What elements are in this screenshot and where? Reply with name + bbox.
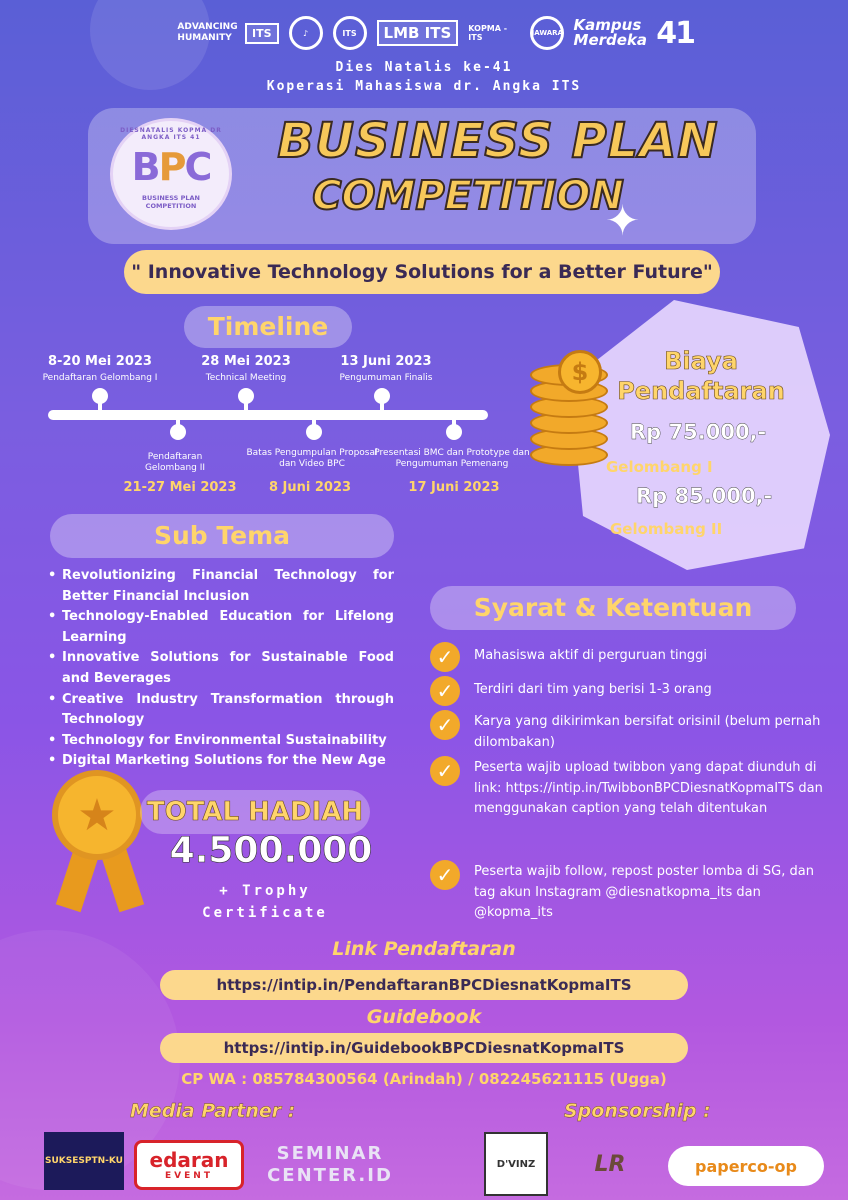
media-partner-heading: Media Partner : [130, 1100, 296, 1122]
list-item: • Technology for Environmental Sustainability [48, 731, 394, 752]
partner-ring-logo: ♪ [289, 16, 323, 50]
subtema-list [48, 566, 394, 772]
dies-line1: Dies Natalis ke-41 [335, 60, 513, 75]
prize-extras: + Trophy Certificate [202, 883, 328, 921]
list-item: • Technology-Enabled Education for Lifelong Learning [48, 607, 394, 648]
its-anniversary-logo: ITS [333, 16, 367, 50]
syarat-text: Terdiri dari tim yang berisi 1-3 orang [474, 682, 712, 697]
list-item: • Revolutionizing Financial Technology for Better Financial Inclusion [48, 566, 394, 607]
dies-natalis-heading [0, 58, 848, 96]
dollar-coin-icon: $ [558, 350, 602, 394]
syarat-item [430, 860, 830, 924]
syarat-item [430, 710, 830, 753]
timeline-marker [238, 388, 254, 418]
dies-41-logo: 41 [656, 15, 695, 51]
timeline-date: 13 Juni 2023 [340, 354, 432, 369]
advancing-humanity-logo: ADVANCING HUMANITY [177, 22, 238, 43]
kopma-its-logo: KOPMA - ITS [468, 24, 508, 42]
subtema-heading: Sub Tema [50, 514, 394, 558]
timeline-desc: Pendaftaran Gelombang II [144, 452, 206, 473]
check-icon: ✓ [430, 860, 460, 890]
total-prize-heading: TOTAL HADIAH [140, 790, 370, 834]
list-item: • Creative Industry Transformation through Technology [48, 690, 394, 731]
timeline-heading: Timeline [184, 306, 352, 348]
contact-person: CP WA : 085784300564 (Arindah) / 082245621115 (Ugga) [181, 1070, 667, 1088]
its-logo: ITS [245, 23, 279, 44]
registration-link-heading: Link Pendaftaran [332, 938, 516, 960]
total-prize-value: 4.500.000 [169, 830, 373, 871]
timeline-date: 28 Mei 2023 [201, 354, 291, 369]
guidebook-heading: Guidebook [366, 1006, 482, 1028]
syarat-text: Karya yang dikirimkan bersifat orisinil (belum pernah dilombakan) [474, 714, 821, 750]
timeline-date: 8 Juni 2023 [268, 480, 352, 495]
badge-caption: BUSINESS PLAN COMPETITION [142, 194, 200, 210]
dvinz-logo: D'VINZ [484, 1132, 548, 1196]
timeline-date: 21-27 Mei 2023 [123, 480, 237, 495]
list-item: • Digital Marketing Solutions for the New Age [48, 751, 394, 772]
page-title [248, 112, 748, 222]
syarat-text: Peserta wajib follow, repost poster lomba di SG, dan tag akun Instagram @diesnatkopma_its dan @kopma_its [474, 864, 814, 921]
header-logos [177, 8, 840, 58]
guidebook-link[interactable]: https://intip.in/GuidebookBPCDiesnatKopmaITS [160, 1033, 688, 1063]
check-icon: ✓ [430, 642, 460, 672]
fee-wave1-label: Gelombang I [606, 458, 713, 476]
syarat-heading: Syarat & Ketentuan [430, 586, 796, 630]
seminar-center-logo: SEMINAR CENTER.ID [267, 1143, 393, 1186]
registration-link[interactable]: https://intip.in/PendaftaranBPCDiesnatKopmaITS [160, 970, 688, 1000]
sukses-ptn-logo: SUKSESPTN-KU [44, 1132, 124, 1190]
timeline-date: 8-20 Mei 2023 [48, 354, 152, 369]
lmb-its-logo: LMB ITS [377, 20, 459, 46]
sponsorship-heading: Sponsorship : [564, 1100, 711, 1122]
list-item: • Innovative Solutions for Sustainable Food and Beverages [48, 648, 394, 689]
syarat-text: Peserta wajib upload twibbon yang dapat diunduh di link: https://intip.in/TwibbonBPCDiesnatKopmaITS dan menggunakan caption yang telah ditentukan [474, 760, 823, 817]
check-icon: ✓ [430, 710, 460, 740]
fee-wave1-price: Rp 75.000,- [630, 420, 767, 444]
check-icon: ✓ [430, 676, 460, 706]
timeline-marker [92, 388, 108, 418]
dies-line2: Koperasi Mahasiswa dr. Angka ITS [266, 79, 582, 94]
edaran-event-logo: edaran EVENT [134, 1140, 244, 1190]
timeline-line [48, 410, 488, 420]
title-line1: BUSINESS PLAN [277, 113, 719, 169]
paperco-op-logo: paperco-op [668, 1146, 824, 1186]
registration-fee-title: Biaya Pendaftaran [617, 347, 785, 405]
timeline-desc: Technical Meeting [205, 373, 287, 383]
check-icon: ✓ [430, 756, 460, 786]
badge-ring-text: DIESNATALIS KOPMA DR ANGKA ITS 41 [120, 127, 222, 141]
tagline: " Innovative Technology Solutions for a Better Future" [124, 250, 720, 294]
badge-letters: BPC [131, 145, 211, 189]
timeline-marker [170, 410, 186, 440]
lr-dapoer-logo: LR [594, 1151, 626, 1177]
timeline-date: 17 Juni 2023 [408, 480, 500, 495]
title-line2: COMPETITION [312, 173, 624, 219]
timeline-desc: Pengumuman Finalis [339, 373, 433, 383]
fee-wave2-label: Gelombang II [610, 520, 723, 538]
syarat-text: Mahasiswa aktif di perguruan tinggi [474, 648, 708, 663]
kampus-merdeka-logo: Kampus Merdeka [573, 16, 648, 49]
timeline-desc: Pendaftaran Gelombang I [42, 373, 158, 383]
syarat-item [430, 756, 830, 820]
timeline-marker [374, 388, 390, 418]
jawara-logo: JAWARA [530, 16, 564, 50]
timeline-desc: Batas Pengumpulan Proposal dan Video BPC [246, 448, 378, 469]
medal-icon [52, 770, 142, 860]
sparkle-icon: ✦ [605, 196, 641, 245]
fee-wave2-price: Rp 85.000,- [636, 484, 773, 508]
timeline-desc: Presentasi BMC dan Prototype dan Pengumuman Pemenang [374, 448, 530, 469]
syarat-item [430, 642, 830, 672]
syarat-item [430, 676, 830, 706]
timeline-marker [446, 410, 462, 440]
timeline-marker [306, 410, 322, 440]
star-icon: ★ [77, 790, 117, 841]
